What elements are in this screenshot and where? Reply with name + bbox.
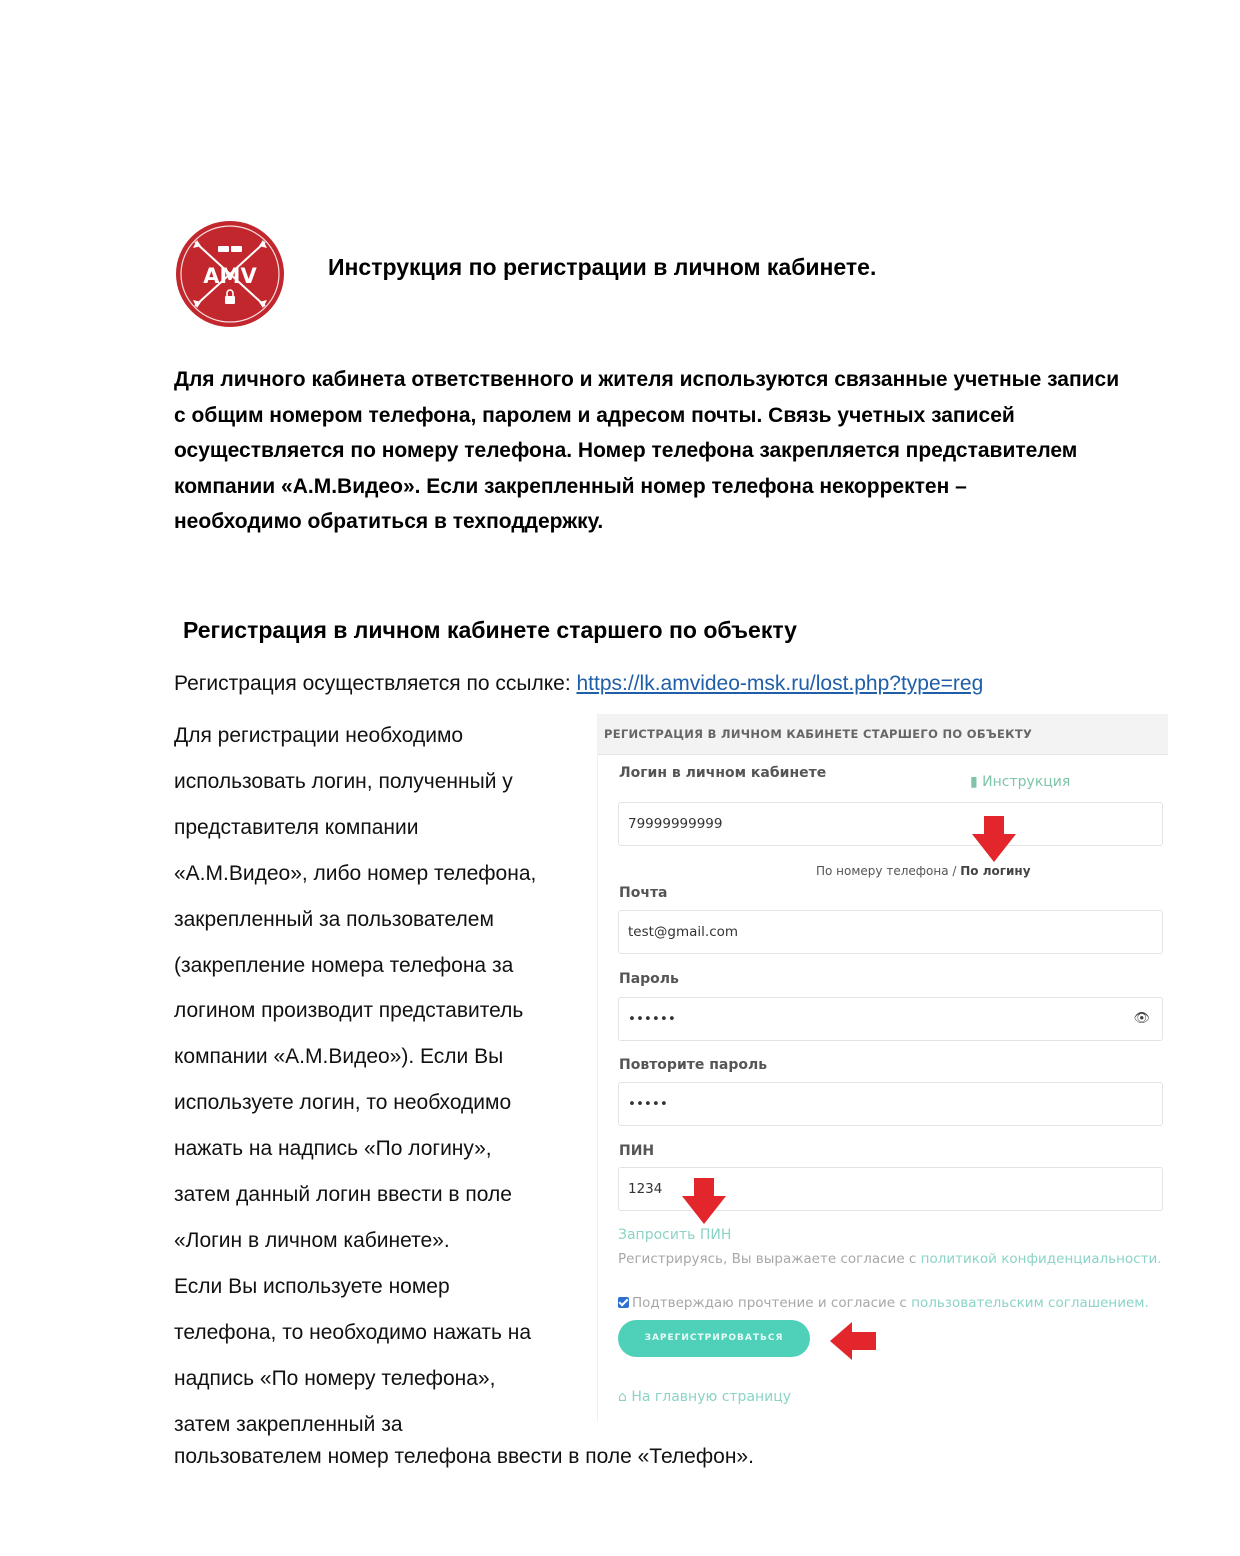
- body-line: Для регистрации необходимо: [174, 724, 464, 747]
- arrow-down-icon: [970, 814, 1018, 864]
- body-line: компании «А.М.Видео»). Если Вы: [174, 1045, 504, 1069]
- body-line: представителя компании: [174, 815, 419, 839]
- body-last-line: пользователем номер телефона ввести в поле «Телефон».: [174, 1445, 754, 1468]
- agree-text: Подтверждаю прочтение и согласие с: [632, 1295, 912, 1311]
- password-input[interactable]: [618, 997, 1163, 1041]
- password-label: Пароль: [619, 971, 679, 987]
- request-pin-link[interactable]: Запросить ПИН: [618, 1227, 732, 1243]
- intro-line: Для личного кабинета ответственного и жителя используются связанные учетные записи: [174, 368, 1120, 391]
- pin-label: ПИН: [619, 1143, 655, 1159]
- instructions-text: [174, 713, 584, 1448]
- login-mode-toggle: [816, 864, 1031, 878]
- toggle-by-login[interactable]: По логину: [960, 864, 1031, 878]
- intro-line: компании «А.М.Видео». Если закрепленный номер телефона некорректен –: [174, 474, 967, 498]
- body-line: затем закрепленный за: [174, 1412, 403, 1436]
- body-line: логином производит представитель: [174, 999, 524, 1023]
- body-line: закрепленный за пользователем: [174, 907, 494, 931]
- registration-link[interactable]: https://lk.amvideo-msk.ru/lost.php?type=reg: [576, 672, 984, 695]
- body-line: «А.М.Видео», либо номер телефона,: [174, 861, 537, 885]
- email-input[interactable]: test@gmail.com: [618, 910, 1163, 954]
- repeat-password-input[interactable]: •••••: [618, 1082, 1163, 1126]
- eye-icon[interactable]: 👁: [1133, 1011, 1150, 1026]
- agreement-checkbox[interactable]: [618, 1297, 629, 1308]
- home-link-label: На главную страницу: [631, 1389, 792, 1405]
- register-button[interactable]: ЗАРЕГИСТРИРОВАТЬСЯ: [618, 1320, 810, 1357]
- email-label: Почта: [619, 885, 668, 901]
- body-line: Если Вы используете номер: [174, 1274, 450, 1298]
- book-icon: ▮: [970, 774, 978, 790]
- section-heading: Регистрация в личном кабинете старшего по объекту: [183, 617, 797, 643]
- link-prefix: Регистрация осуществляется по ссылке:: [174, 672, 577, 695]
- login-label: Логин в личном кабинете: [619, 765, 827, 781]
- toggle-by-phone[interactable]: По номеру телефона: [816, 864, 949, 878]
- instruction-link-label: Инструкция: [982, 774, 1071, 790]
- registration-form-screenshot: [597, 714, 1168, 1422]
- registration-link-line: [174, 672, 983, 696]
- arrow-left-icon: [828, 1320, 878, 1362]
- body-line: нажать на надпись «По логину»,: [174, 1137, 492, 1161]
- svg-text:AMV: AMV: [203, 264, 257, 288]
- password-value: ••••••: [628, 1011, 676, 1027]
- arrow-down-icon: [680, 1176, 728, 1226]
- body-line: затем данный логин ввести в поле: [174, 1183, 512, 1207]
- intro-line: с общим номером телефона, паролем и адресом почты. Связь учетных записей: [174, 403, 1015, 427]
- amv-logo: [175, 220, 285, 328]
- body-line: (закрепление номера телефона за: [174, 953, 514, 977]
- toggle-separator: /: [948, 864, 961, 878]
- login-input[interactable]: 79999999999: [618, 802, 1163, 846]
- instruction-link[interactable]: [970, 774, 1070, 790]
- form-header: РЕГИСТРАЦИЯ В ЛИЧНОМ КАБИНЕТЕ СТАРШЕГО ПО ОБЪЕКТУ: [598, 714, 1168, 755]
- user-agreement-link[interactable]: пользовательским соглашением.: [911, 1295, 1149, 1311]
- home-icon: ⌂: [618, 1389, 627, 1405]
- agreement-row: [618, 1295, 1149, 1311]
- intro-line: осуществляется по номеру телефона. Номер телефона закрепляется представителем: [174, 439, 1078, 462]
- intro-line: необходимо обратиться в техподдержку.: [174, 510, 604, 533]
- privacy-policy-link[interactable]: политикой конфиденциальности.: [920, 1251, 1162, 1267]
- home-link[interactable]: [618, 1389, 791, 1405]
- repeat-password-label: Повторите пароль: [619, 1057, 768, 1073]
- body-line: надпись «По номеру телефона»,: [174, 1366, 496, 1390]
- body-line: используете логин, то необходимо: [174, 1091, 512, 1115]
- pin-input[interactable]: 1234: [618, 1167, 1163, 1211]
- document-title: Инструкция по регистрации в личном кабинете.: [328, 254, 877, 280]
- body-line: «Логин в личном кабинете».: [174, 1228, 450, 1252]
- body-line: использовать логин, полученный у: [174, 769, 513, 793]
- consent-text: Регистрируясь, Вы выражаете согласие с: [618, 1251, 921, 1267]
- privacy-consent-text: [618, 1251, 1162, 1267]
- body-line: телефона, то необходимо нажать на: [174, 1320, 532, 1344]
- intro-paragraph: [174, 362, 1164, 540]
